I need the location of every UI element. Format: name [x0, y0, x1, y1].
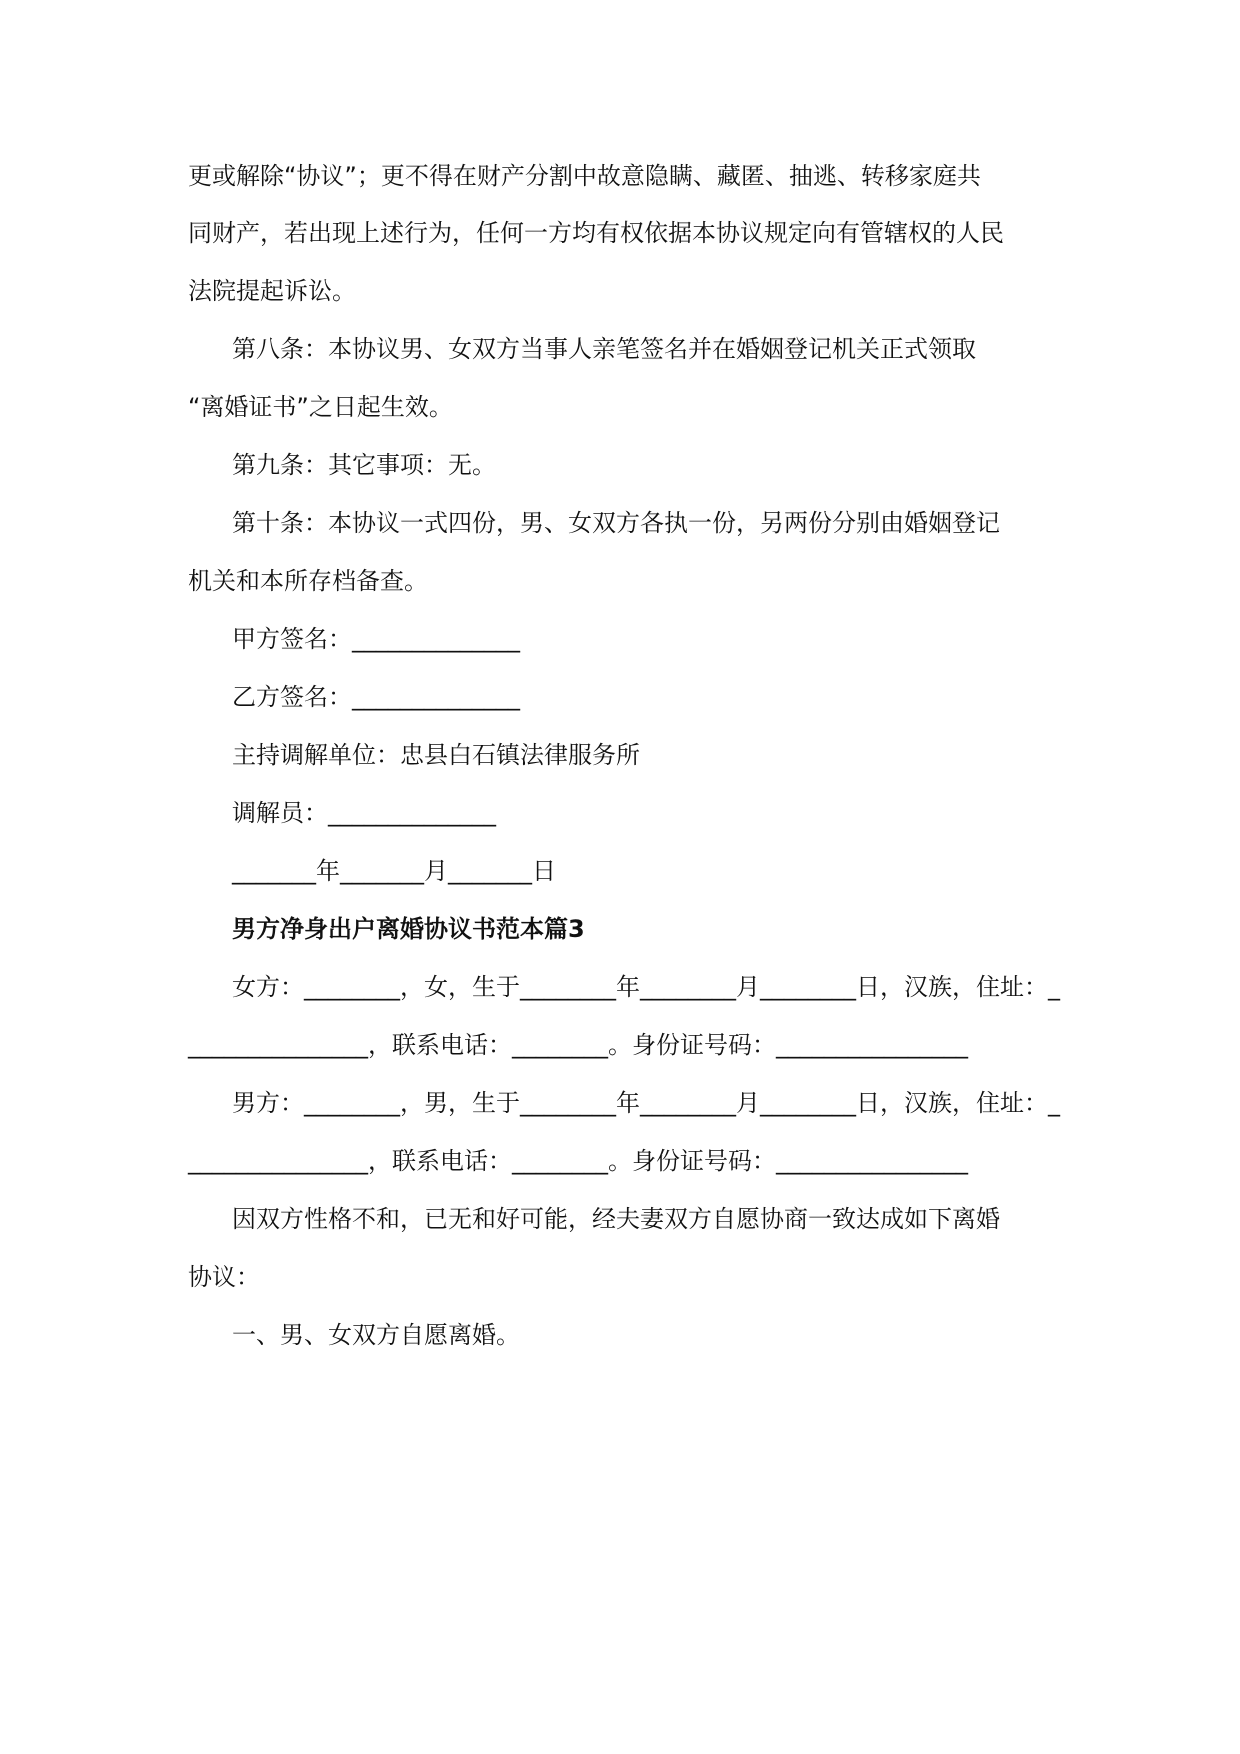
clause-1: 一、男、女双方自愿离婚。	[232, 1321, 520, 1349]
mediator-signature: 调解员：______________	[232, 799, 496, 827]
article-8: 第八条：本协议男、女双方当事人亲笔签名并在婚姻登记机关正式领取	[232, 335, 976, 363]
paragraph-line: 更或解除“协议”；更不得在财产分割中故意隐瞒、藏匿、抽逃、转移家庭共	[188, 162, 981, 190]
male-contact-line: _______________，联系电话：________。身份证号码：________________	[188, 1147, 968, 1175]
agreement-intro: 因双方性格不和，已无和好可能，经夫妻双方自愿协商一致达成如下离婚	[232, 1205, 1000, 1233]
article-10: 第十条：本协议一式四份，男、女双方各执一份，另两份分别由婚姻登记	[232, 509, 1000, 537]
section-heading: 男方净身出户离婚协议书范本篇3	[232, 915, 585, 943]
female-party-line: 女方：________，女，生于________年________月________日，汉族，住址：_	[232, 973, 1060, 1001]
paragraph-line: 同财产，若出现上述行为，任何一方均有权依据本协议规定向有管辖权的人民	[188, 219, 1004, 247]
paragraph-line: “离婚证书”之日起生效。	[188, 393, 453, 421]
date-line: _______年_______月_______日	[232, 857, 556, 885]
female-contact-line: _______________，联系电话：________。身份证号码：________________	[188, 1031, 968, 1059]
paragraph-line: 协议：	[188, 1263, 260, 1291]
article-9: 第九条：其它事项：无。	[232, 451, 496, 479]
paragraph-line: 法院提起诉讼。	[188, 277, 356, 305]
male-party-line: 男方：________，男，生于________年________月________日，汉族，住址：_	[232, 1089, 1060, 1117]
party-b-signature: 乙方签名：______________	[232, 683, 520, 711]
paragraph-line: 机关和本所存档备查。	[188, 567, 428, 595]
party-a-signature: 甲方签名：______________	[232, 625, 520, 653]
mediation-unit: 主持调解单位：忠县白石镇法律服务所	[232, 741, 640, 769]
